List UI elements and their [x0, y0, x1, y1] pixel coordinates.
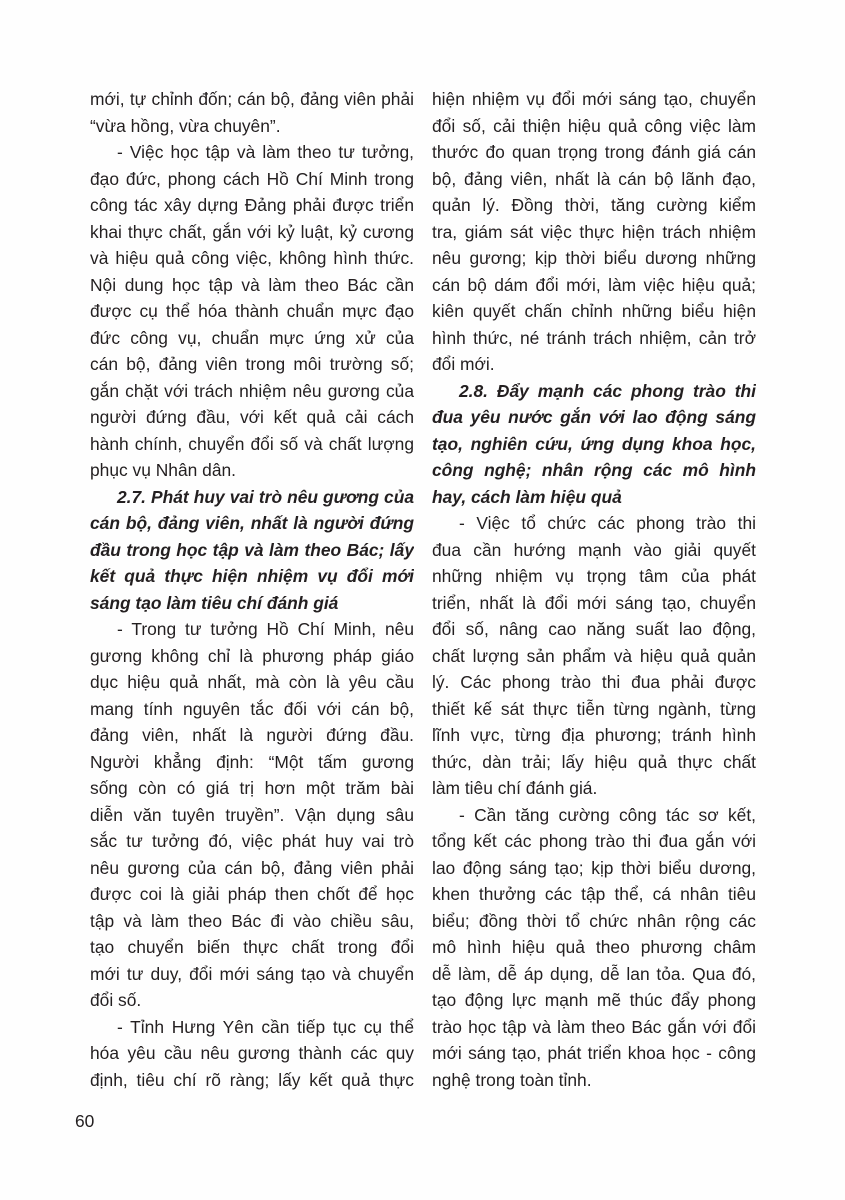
text-line: triển, nhất là đổi mới sáng tạo, chuyển — [432, 592, 756, 613]
section-heading-line: công nghệ; nhân rộng các mô hình — [432, 460, 756, 480]
section-heading-line: 2.8. Đẩy mạnh các phong trào thi — [459, 380, 756, 401]
text-line: thước đo quan trọng trong đánh giá cán — [432, 142, 756, 162]
text-line: làm tiêu chí đánh giá. — [432, 778, 598, 798]
text-line: những nhiệm vụ trọng tâm của phát — [432, 566, 756, 586]
text-line: - Tỉnh Hưng Yên cần tiếp tục cụ thể — [117, 1016, 414, 1037]
text-line: đổi mới. — [432, 354, 495, 374]
right-column — [432, 86, 756, 1093]
text-line: biểu; đồng thời tổ chức nhân rộng các — [432, 910, 756, 931]
text-line: bộ, đảng viên, nhất là cán bộ lãnh đạo, — [432, 168, 756, 189]
text-line: lý. Các phong trào thi đua phải được — [432, 672, 756, 692]
text-line: đổi số, nâng cao năng suất lao động, — [432, 619, 756, 639]
text-line: - Cần tăng cường công tác sơ kết, — [459, 804, 756, 825]
text-line: hóa yêu cầu nêu gương thành các quy — [90, 1043, 414, 1063]
text-line: Nội dung học tập và làm theo Bác cần — [90, 274, 414, 295]
section-heading-line: 2.7. Phát huy vai trò nêu gương của — [117, 486, 414, 507]
text-line: nêu gương; kịp thời biểu dương những — [432, 248, 756, 268]
text-line: quản lý. Đồng thời, tăng cường kiểm — [432, 195, 756, 215]
text-line: thiết kế sát thực tiễn từng ngành, từng — [432, 698, 756, 719]
text-line: đạo đức, phong cách Hồ Chí Minh trong — [90, 168, 414, 189]
text-line: mô hình hiệu quả theo phương châm — [432, 937, 756, 957]
text-line: - Trong tư tưởng Hồ Chí Minh, nêu — [117, 619, 414, 639]
text-line: được cụ thể hóa thành chuẩn mực đạo — [90, 301, 414, 321]
text-line: tạo chuyển biến thực chất trong đổi — [90, 937, 414, 957]
text-line: lĩnh vực, từng địa phương; tránh hình — [432, 725, 756, 745]
section-heading-line: sáng tạo làm tiêu chí đánh giá — [90, 592, 339, 613]
section-heading-line: đầu trong học tập và làm theo Bác; lấy — [90, 539, 414, 560]
text-line: công tác xây dựng Đảng phải được triển — [90, 195, 414, 215]
text-line: dục hiệu quả nhất, mà còn là yêu cầu — [90, 672, 414, 692]
section-heading-line: hay, cách làm hiệu quả — [432, 486, 622, 507]
text-line: nghệ trong toàn tỉnh. — [432, 1069, 592, 1090]
text-line: cán bộ, đảng viên trong môi trường số; — [90, 354, 414, 374]
text-line: sắc tư tưởng đó, việc phát huy vai trò — [90, 831, 414, 851]
text-line: “vừa hồng, vừa chuyên”. — [90, 115, 281, 136]
text-line: đổi số, cải thiện hiệu quả công việc làm — [432, 115, 756, 136]
text-line: - Việc tổ chức các phong trào thi — [459, 513, 756, 533]
text-line: hiện nhiệm vụ đổi mới sáng tạo, chuyển — [432, 89, 756, 109]
left-column — [90, 86, 414, 1093]
text-line: tập và làm theo Bác đi vào chiều sâu, — [90, 910, 414, 931]
text-line: mang tính nguyên tắc đối với cán bộ, — [90, 698, 414, 719]
section-heading-line: kết quả thực hiện nhiệm vụ đổi mới — [90, 566, 414, 586]
text-line: và hiệu quả công việc, không hình thức. — [90, 248, 414, 268]
text-line: hình thức, né tránh trách nhiệm, cản trở — [432, 327, 756, 348]
text-line: đua cần hướng mạnh vào giải quyết — [432, 539, 756, 560]
text-line: mới, tự chỉnh đốn; cán bộ, đảng viên phải — [90, 89, 414, 109]
text-line: cán bộ dám đổi mới, làm việc hiệu quả; — [432, 274, 756, 295]
text-line: - Việc học tập và làm theo tư tưởng, — [117, 142, 414, 162]
text-line: đảng viên, nhất là người đứng đầu. — [90, 725, 414, 745]
text-line: mới sáng tạo, phát triển khoa học - công — [432, 1043, 756, 1063]
text-line: nêu gương của cán bộ, đảng viên phải — [90, 857, 414, 878]
text-line: khen thưởng các tập thể, cá nhân tiêu — [432, 884, 756, 904]
text-line: sống còn có giá trị hơn một trăm bài — [90, 778, 414, 798]
text-line: trào học tập và làm theo Bác gắn với đổi — [432, 1016, 756, 1037]
text-line: đức công vụ, chuẩn mực ứng xử của — [90, 327, 414, 348]
text-line: định, tiêu chí rõ ràng; lấy kết quả thực — [90, 1069, 414, 1090]
text-line: thức, dàn trải; lấy hiệu quả thực chất — [432, 751, 756, 772]
section-heading-line: đua yêu nước gắn với lao động sáng — [432, 407, 756, 427]
page-number: 60 — [75, 1111, 95, 1131]
text-line: người đứng đầu, với kết quả cải cách — [90, 407, 414, 427]
text-line: mới tư duy, đổi mới sáng tạo và chuyển — [90, 963, 414, 984]
text-line: dễ làm, dễ áp dụng, dễ lan tỏa. Qua đó, — [432, 963, 756, 984]
text-line: được coi là giải pháp then chốt để học — [90, 884, 414, 904]
text-line: khai thực chất, gắn với kỷ luật, kỷ cương — [90, 221, 414, 242]
text-line: chất lượng sản phẩm và hiệu quả quản — [432, 645, 756, 666]
text-line: Người khẳng định: “Một tấm gương — [90, 751, 414, 772]
text-line: kiên quyết chấn chỉnh những biểu hiện — [432, 301, 756, 321]
text-line: gắn chặt với trách nhiệm nêu gương của — [90, 380, 414, 401]
text-line: tra, giám sát việc thực hiện trách nhiệm — [432, 221, 756, 242]
text-line: phục vụ Nhân dân. — [90, 460, 236, 480]
text-line: lao động sáng tạo; kịp thời biểu dương, — [432, 857, 756, 878]
text-line: hành chính, chuyển đổi số và chất lượng — [90, 433, 414, 454]
section-heading-line: cán bộ, đảng viên, nhất là người đứng — [90, 513, 414, 533]
text-line: đổi số. — [90, 990, 142, 1010]
text-line: tạo động lực mạnh mẽ thúc đẩy phong — [432, 990, 756, 1010]
section-heading-line: tạo, nghiên cứu, ứng dụng khoa học, — [432, 433, 756, 454]
text-line: gương không chỉ là phương pháp giáo — [90, 645, 414, 666]
text-line: tổng kết các phong trào thi đua gắn với — [432, 831, 756, 851]
text-line: diễn văn tuyên truyền”. Vận dụng sâu — [90, 804, 414, 825]
